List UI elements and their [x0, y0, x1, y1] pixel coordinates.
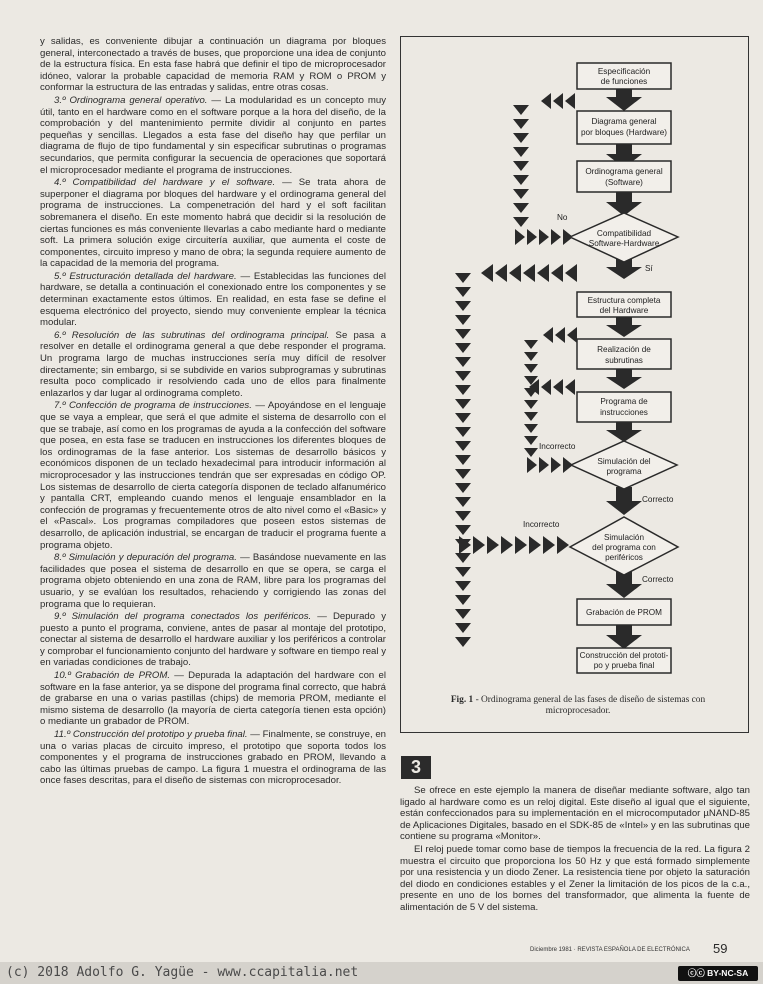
- decision-label: Simulación: [603, 533, 645, 542]
- running-footer: Diciembre 1981 · REVISTA ESPAÑOLA DE ELECTRÓNICA: [530, 947, 690, 953]
- box-label: subrutinas: [605, 356, 643, 365]
- paragraph-body: — Apoyándose en el lenguaje que se vaya a emplear, que será el que admite el sistema de desarrollo con el que se trabaje, así como en los programas de ayuda a la confección del software que posea, en esta fase se traducen en instrucciones los diferentes bloques de los ordinogramas de la fase anterior. Los sistemas de desarrollo básicos y económicos disponen de un teclado hexadecimal para introducir información al microprocesador y las instrucciones tendrán que ser expresadas en código OP. Los sistemas de desarrollo de cierta categoría disponen de teclado alfanumérico y pantalla CRT, empleando cuando menos el lenguaje ensamblador en la confección de programas y frecuentemente otros de alto nivel como el «Basic» y el «Pascal». Los programas compiladores que poseen estos sistemas de desarrollo, de aplicación industrial, se encargan de traducir el programa fuente a programa objeto.: [40, 400, 386, 551]
- paragraph: Se ofrece en este ejemplo la manera de diseñar mediante software, algo tan ligado al hardware como es un reloj digital. Este diseño al igual que el siguiente, están confeccionados para su implementación en el microcomputador µNAND-85 de Aplicaciones Digitales, basado en el SDK-85 de «Intel» y en las subrutinas que contiene su programa «Monitor».: [400, 785, 750, 843]
- branch-label-incorrecto: Incorrecto: [523, 520, 560, 529]
- box-label: po y prueba final: [593, 661, 655, 670]
- right-arrow: [541, 93, 575, 109]
- paragraph-heading: 5.º Estructuración detallada del hardware.: [54, 270, 237, 282]
- paragraph: [40, 552, 386, 610]
- box-label: por bloques (Hardware): [580, 128, 668, 137]
- right-text-column: [400, 785, 750, 915]
- left-text-column: [40, 36, 386, 788]
- decision-label: Compatibilidad: [596, 229, 652, 238]
- paragraph: [40, 611, 386, 669]
- paragraph-heading: 7.º Confección de programa de instrucciones.: [54, 400, 252, 412]
- branch-label-correcto: Correcto: [642, 495, 674, 504]
- paragraph-body: — Depurado y puesto a punto el programa, conviene, antes de pasar al montaje del prototipo, conectar al sistema de desarrollo el hardware auxiliar y los periféricos a controlar y comprobar el funcionamiento conjunto del hardware y software en tiempo real y en variadas condiciones de trabajo.: [40, 611, 386, 669]
- paragraph-body: — Se trata ahora de superponer el diagrama por bloques del hardware y el ordinograma general del programa de instrucciones. La compenetración del hard y el soft facilitan sobremanera el diseño. En este momento habrá que decidir si la resolución de ciertas funciones es más conveniente llevarlas a cabo mediante hard o mediante soft. La primera solución exige circuitería auxiliar, que aumenta el coste de componentes, circuito impreso y mano de obra; la segunda requiere aumento de la capacidad de la memoria del programa.: [40, 177, 386, 270]
- down-arrow: [606, 317, 642, 337]
- paragraph: [40, 177, 386, 270]
- page-number: 59: [713, 941, 728, 956]
- decision-label: periféricos: [605, 553, 643, 562]
- paragraph: [40, 330, 386, 400]
- paragraph-heading: 6.º Resolución de las subrutinas del ordinograma principal.: [54, 329, 330, 341]
- box-label: Especificación: [597, 67, 651, 76]
- box-label: Estructura completa: [587, 296, 661, 305]
- cc-license-badge: [678, 966, 758, 981]
- paragraph: [40, 95, 386, 176]
- box-label: Realización de: [597, 345, 651, 354]
- paragraph: y salidas, es conveniente dibujar a continuación un diagrama por bloques general, interconectado a través de buses, que proporcione una idea de conjunto de la estructura física. En esta fase habrá que definir el tipo de microprocesador idóneo, valorar la probable capacidad de memoria RAM y ROM o PROM y conformar la estructura de las entradas y salidas, entre otras cosas.: [40, 36, 386, 94]
- down-arrow: [606, 487, 642, 515]
- decision-label: Software-Hardware: [588, 239, 660, 248]
- box-label: (Software): [605, 178, 643, 187]
- box-label: Grabación de PROM: [586, 608, 662, 617]
- figure-1-frame: [400, 36, 749, 733]
- copyright-credit: (c) 2018 Adolfo G. Yagüe - www.ccapitalia.net: [6, 965, 359, 980]
- decision-label: Simulación del: [597, 457, 651, 466]
- box-label: Programa de: [600, 397, 648, 406]
- figure-caption: [423, 695, 733, 717]
- branch-label-correcto: Correcto: [642, 575, 674, 584]
- paragraph-body: — Establecidas las funciones del hardware, se detalla a continuación el conexionado entre los componentes y se determinan exactamente estos últimos. En realidad, en esta fase se define el esquema electrónico del proyecto, siendo muy conveniente emplear la técnica modular.: [40, 270, 386, 329]
- paragraph-heading: 11.º Construcción del prototipo y prueba final.: [54, 729, 248, 741]
- left-arrow: [515, 229, 573, 245]
- box-label: Diagrama general: [591, 117, 657, 126]
- paragraph-body: — Depurada la adaptación del hardware con el software en la fase anterior, ya se dispone del programa final correcto, que habrá de grabarse en una o varias pastillas (chips) de memoria PROM, mediante el mismo sistema de desarrollo (la mayoría de cierta categoría tienen esta opción) o mediante un grabador de PROM.: [40, 670, 386, 728]
- decision-label: del programa con: [592, 543, 656, 552]
- branch-label-si: Sí: [645, 264, 653, 273]
- paragraph: [40, 400, 386, 551]
- paragraph-body: — Basándose nuevamente en las facilidades que posea el sistema de desarrollo en que se opera, se carga el programa objeto obteniendo en una zona de RAM, libre para los programas del usuario, y se evalúan los resultados, rehaciendo y corrigiendo las zonas del programa que lo requieran.: [40, 552, 386, 610]
- paragraph: [40, 729, 386, 787]
- cc-icon: ⓒⓒ: [687, 968, 708, 978]
- box-label: instrucciones: [600, 408, 648, 417]
- paragraph: El reloj puede tomar como base de tiempos la frecuencia de la red. La figura 2 muestra el circuito que proporciona los 50 Hz y que está formado simplemente por una resistencia y un diodo Zener. La resistencia tiene por objeto la saturación del diodo en condiciones estables y el Zener la limitación de los picos de la c.a., presente en uno de los bornes del transformador, que alimenta la fuente de alimentación de 5 V del sistema.: [400, 843, 750, 913]
- paragraph-body: Se pasa a resolver en detalle el ordinograma general a que debe responder el programa. Un programa largo de muchas instrucciones sería muy difícil de resolver directamente; sin embargo, si se subdivide en varios subprogramas y subrutinas resulta poco complicado ir resolviendo cada uno de ellos para finalmente enlazarlos y dar lugar al ordinograma completo.: [40, 329, 386, 399]
- left-arrow: [527, 457, 573, 473]
- up-arrow: [455, 273, 471, 647]
- left-arrow: [459, 536, 569, 554]
- caption-label: Fig. 1: [450, 695, 474, 705]
- right-arrow: [529, 379, 575, 395]
- branch-label-incorrecto: Incorrecto: [539, 442, 576, 451]
- paragraph: [40, 670, 386, 728]
- box-label: Ordinograma general: [585, 167, 663, 176]
- paragraph-heading: 3.º Ordinograma general operativo.: [54, 94, 208, 106]
- right-arrow: [543, 327, 577, 343]
- paragraph-heading: 10.º Grabación de PROM.: [54, 670, 171, 682]
- down-arrow: [606, 625, 642, 649]
- paragraph: [40, 271, 386, 329]
- branch-label-no: No: [557, 213, 568, 222]
- up-arrow: [513, 105, 529, 227]
- down-arrow: [606, 422, 642, 442]
- section-number-badge: 3: [401, 756, 431, 779]
- paragraph-body: — Finalmente, se construye, en una o varias placas de circuito impreso, el prototipo que soporta todos los componentes y el programa de instrucciones grabado en PROM, llevando a cabo las últimas pruebas de campo. La figura 1 muestra el ordinograma de las once fases descritas, para el diseño de sistemas con microprocesador.: [40, 729, 387, 787]
- license-text: BY-NC-SA: [707, 968, 749, 978]
- right-arrow: [481, 264, 577, 282]
- decision-label: programa: [606, 467, 642, 476]
- flowchart-diagram: [401, 37, 750, 734]
- down-arrow: [606, 89, 642, 111]
- box-label: del Hardware: [599, 306, 649, 315]
- box-label: Construcción del prototi-: [579, 651, 669, 660]
- paragraph-heading: 9.º Simulación del programa conectados los periféricos.: [54, 611, 312, 623]
- up-arrow: [524, 340, 538, 457]
- paragraph-heading: 8.º Simulación y depuración del programa.: [54, 552, 237, 564]
- caption-text: - Ordinograma general de las fases de diseño de sistemas con microprocesador.: [473, 695, 706, 716]
- paragraph-heading: 4.º Compatibilidad del hardware y el software.: [54, 177, 276, 189]
- paragraph-body: — La modularidad es un concepto muy útil, tanto en el hardware como en el software porque a la hora del diseño, de la comprobación y del mantenimiento permite dividir al conjunto en partes pequeñas y sencillas. Llegados a esta fase del diseño hay que perfilar un diagrama de flujo de tipo fundamental y sin especificar subrutinas o programas secundarios, que permita configurar la secuencia de operaciones que soportará el microprocesador mediante el programa de instrucciones.: [40, 94, 386, 176]
- box-label: de funciones: [600, 77, 648, 86]
- down-arrow: [606, 369, 642, 389]
